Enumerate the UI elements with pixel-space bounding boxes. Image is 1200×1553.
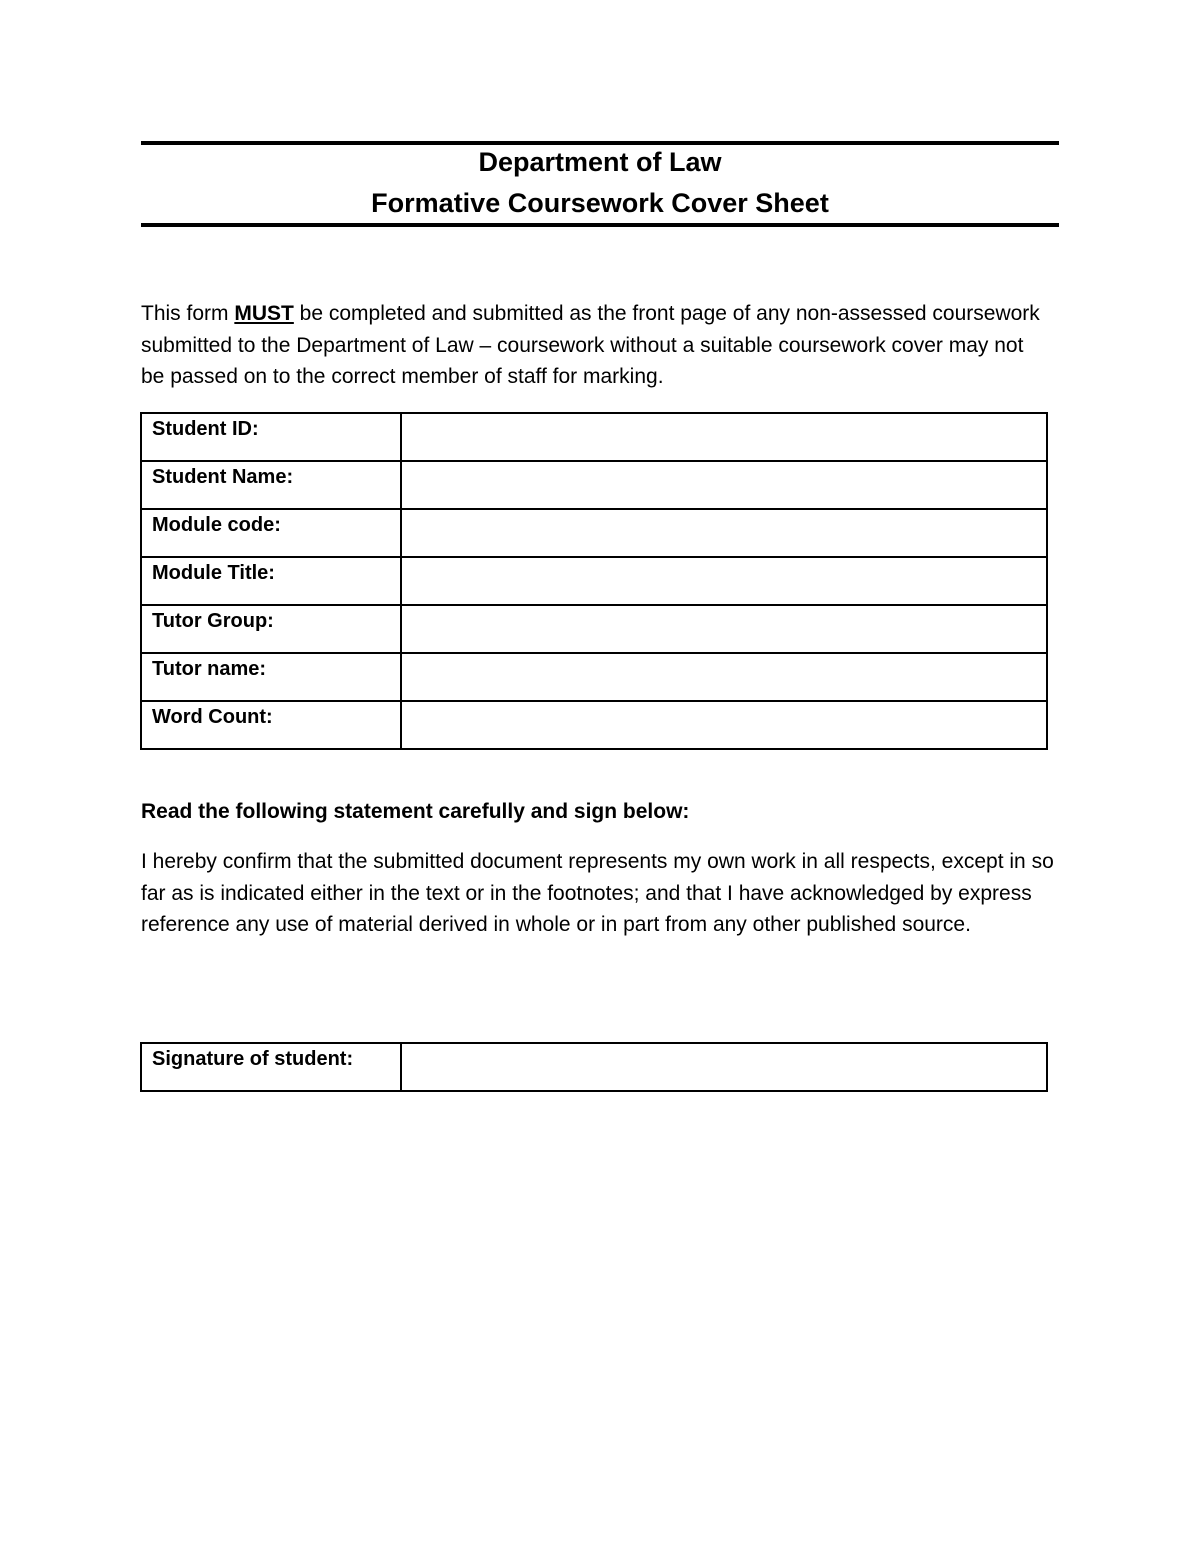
table-row (141, 413, 1047, 461)
intro-emphasis: MUST (234, 302, 294, 325)
word-count-field[interactable] (401, 701, 1047, 749)
table-row (141, 701, 1047, 749)
student-name-field[interactable] (401, 461, 1047, 509)
page-title: Formative Coursework Cover Sheet (371, 188, 829, 218)
signature-label: Signature of student: (141, 1043, 401, 1091)
table-row (141, 653, 1047, 701)
header-bottom-rule (141, 223, 1059, 227)
student-name-label: Student Name: (141, 461, 401, 509)
student-details-table (140, 412, 1048, 750)
word-count-label: Word Count: (141, 701, 401, 749)
tutor-group-label: Tutor Group: (141, 605, 401, 653)
table-row (141, 605, 1047, 653)
table-row (141, 509, 1047, 557)
intro-text-before: This form (141, 302, 235, 325)
module-title-field[interactable] (401, 557, 1047, 605)
statement-heading: Read the following statement carefully and sign below: (141, 800, 690, 823)
declaration-statement: I hereby confirm that the submitted document represents my own work in all respects, except in so far as is indicated either in the text or in the footnotes; and that I have acknowledged by express reference any use of material derived in whole or in part from any other published source. (141, 850, 1054, 936)
module-code-label: Module code: (141, 509, 401, 557)
department-heading: Department of Law (478, 147, 722, 177)
tutor-name-field[interactable] (401, 653, 1047, 701)
module-title-label: Module Title: (141, 557, 401, 605)
signature-field[interactable] (401, 1043, 1047, 1091)
tutor-name-label: Tutor name: (141, 653, 401, 701)
module-code-field[interactable] (401, 509, 1047, 557)
student-id-label: Student ID: (141, 413, 401, 461)
student-id-field[interactable] (401, 413, 1047, 461)
table-row (141, 1043, 1047, 1091)
tutor-group-field[interactable] (401, 605, 1047, 653)
signature-table (140, 1042, 1048, 1092)
table-row (141, 461, 1047, 509)
intro-paragraph (141, 298, 1041, 393)
intro-text-after: be completed and submitted as the front page of any non-assessed coursework submitted to the Department of Law – coursework without a suitable coursework cover may not be passed on to the correct member of staff for marking. (141, 302, 1040, 388)
table-row (141, 557, 1047, 605)
